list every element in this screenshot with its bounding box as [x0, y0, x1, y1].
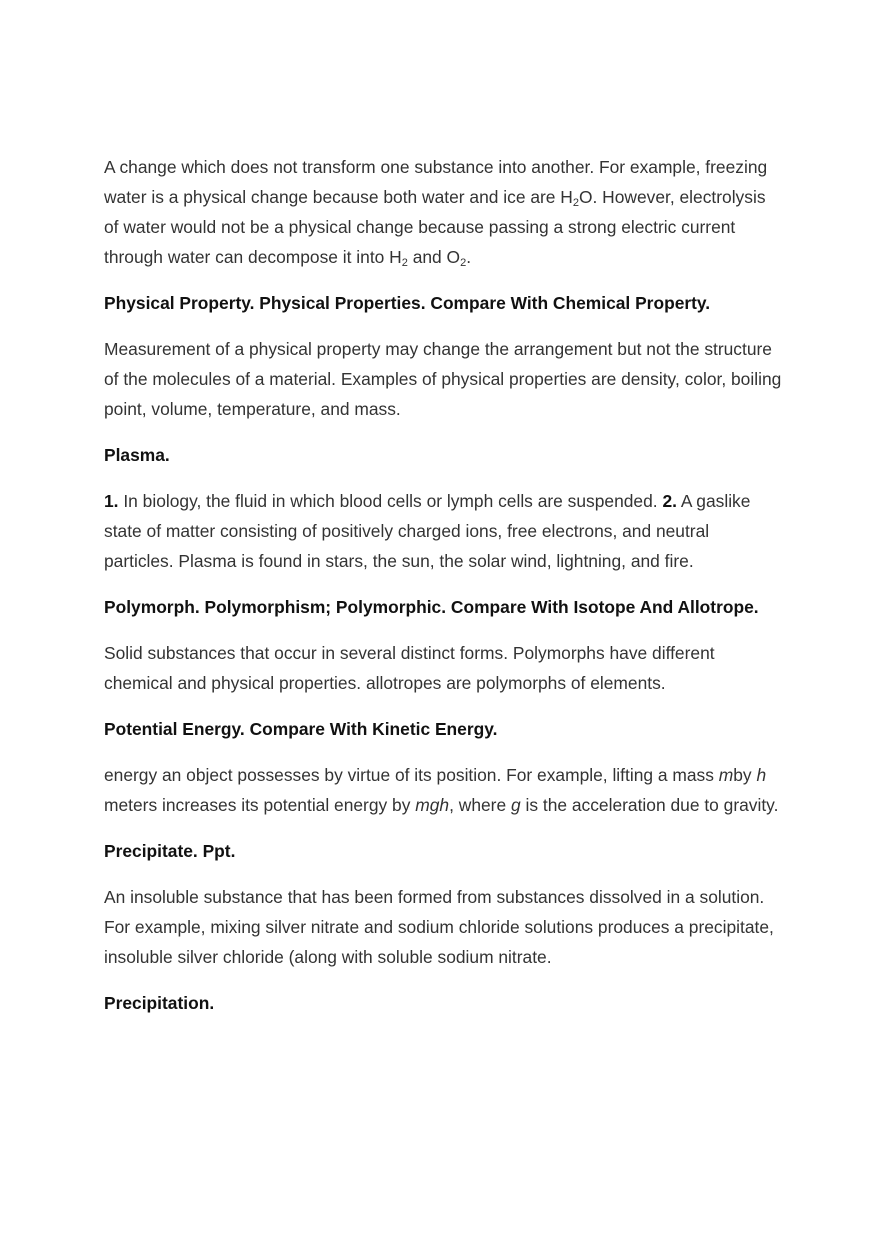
- text-line: state of matter consisting of positively charged ions, free electrons, and neutral: [104, 521, 710, 541]
- text-line: 1. In biology, the fluid in which blood cells or lymph cells are suspended. 2. A gaslike: [104, 491, 751, 511]
- text-line: water is a physical change because both water and ice are $H_2O$. However, electrolysis: [104, 187, 766, 209]
- plasma-heading: Plasma.: [104, 445, 170, 465]
- text-line: For example, mixing silver nitrate and sodium chloride solutions produces a precipitate,: [104, 917, 774, 937]
- text-line: meters increases its potential energy by mgh, where g is the acceleration due to gravity.: [104, 795, 779, 815]
- text-line: through water can decompose it into $H_2$ and $O_2$.: [104, 247, 472, 269]
- precipitation-heading: Precipitation.: [104, 993, 215, 1013]
- text-line: particles. Plasma is found in stars, the sun, the solar wind, lightning, and fire.: [104, 551, 694, 571]
- potential-energy-definition: [104, 760, 794, 820]
- physical-property-definition: [104, 334, 794, 424]
- text-line: energy an object possesses by virtue of its position. For example, lifting a mass mby h: [104, 765, 767, 785]
- document-page: [104, 152, 794, 1034]
- text-line: point, volume, temperature, and mass.: [104, 399, 401, 419]
- physical-change-definition: [104, 152, 794, 272]
- precipitate-heading: Precipitate. Ppt.: [104, 841, 236, 861]
- text-line: A change which does not transform one substance into another. For example, freezing: [104, 157, 768, 177]
- plasma-definition: [104, 486, 794, 576]
- text-line: Solid substances that occur in several distinct forms. Polymorphs have different: [104, 643, 715, 663]
- text-line: of the molecules of a material. Examples of physical properties are density, color, boiling: [104, 369, 782, 389]
- text-line: Measurement of a physical property may change the arrangement but not the structure: [104, 339, 772, 359]
- precipitate-definition: [104, 882, 794, 972]
- physical-property-heading: Physical Property. Physical Properties. Compare With Chemical Property.: [104, 293, 711, 313]
- polymorph-heading: Polymorph. Polymorphism; Polymorphic. Compare With Isotope And Allotrope.: [104, 597, 759, 617]
- text-line: An insoluble substance that has been formed from substances dissolved in a solution.: [104, 887, 765, 907]
- text-line: chemical and physical properties. allotropes are polymorphs of elements.: [104, 673, 666, 693]
- potential-energy-heading: Potential Energy. Compare With Kinetic Energy.: [104, 719, 498, 739]
- polymorph-definition: [104, 638, 794, 698]
- text-line: of water would not be a physical change because passing a strong electric current: [104, 217, 736, 237]
- text-line: insoluble silver chloride (along with soluble sodium nitrate.: [104, 947, 552, 967]
